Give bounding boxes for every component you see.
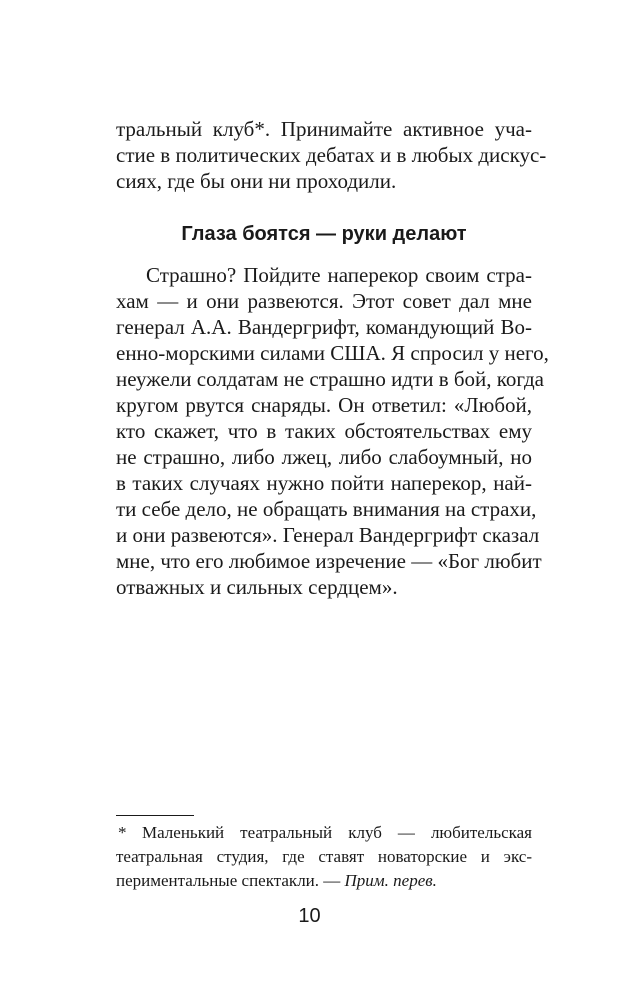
- text-line: кто скажет, что в таких обстоятельствах ему: [116, 419, 532, 443]
- footnote-text: периментальные спектакли. —: [116, 871, 345, 890]
- text-line: хам — и они развеются. Этот совет дал мне: [116, 289, 532, 313]
- text-line: кругом рвутся снаряды. Он ответил: «Любой,: [116, 393, 532, 417]
- text-line: мне, что его любимое изречение — «Бог любит: [116, 549, 542, 573]
- text-line: не страшно, либо лжец, либо слабоумный, но: [116, 445, 532, 469]
- text-line: и они развеются». Генерал Вандергрифт сказал: [116, 523, 540, 547]
- section-heading: Глаза боятся — руки делают: [181, 223, 467, 245]
- text-line: в таких случаях нужно пойти наперекор, най-: [116, 471, 532, 495]
- text-line: неужели солдатам не страшно идти в бой, когда: [116, 367, 544, 391]
- page-number: 10: [298, 905, 321, 927]
- text-line: генерал А.А. Вандергрифт, командующий Во-: [116, 315, 532, 339]
- translator-note: Прим. перев.: [344, 871, 437, 890]
- text-line: ти себе дело, не обращать внимания на страхи,: [116, 497, 537, 521]
- text-line: отважных и сильных сердцем».: [116, 575, 398, 599]
- text-line: стие в политических дебатах и в любых дискус-: [116, 143, 547, 167]
- footnote-divider: [116, 815, 194, 816]
- footnote-line-last: [116, 870, 532, 892]
- text-line: сиях, где бы они ни проходили.: [116, 169, 397, 193]
- text-line: енно-морскими силами США. Я спросил у него,: [116, 341, 549, 365]
- footnote-line: театральная студия, где ставят новаторские и экс-: [116, 847, 532, 866]
- footnote-marker: *: [118, 823, 127, 842]
- footnote-line: Маленький театральный клуб — любительская: [142, 823, 532, 842]
- text-line: Страшно? Пойдите наперекор своим стра-: [146, 263, 532, 287]
- text-line: тральный клуб*. Принимайте активное уча-: [116, 117, 532, 141]
